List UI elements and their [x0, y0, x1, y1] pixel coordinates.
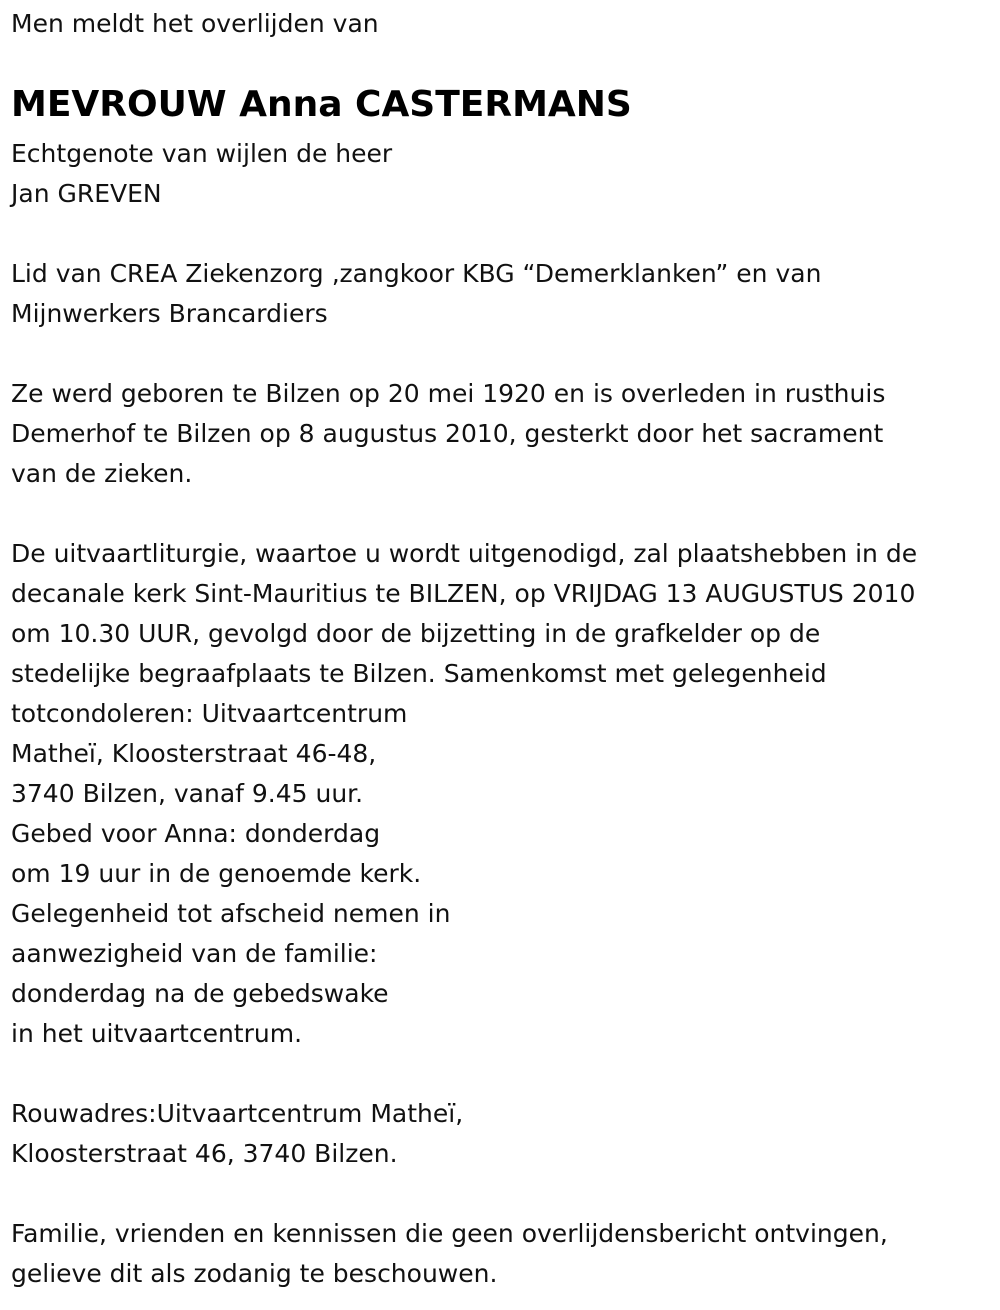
funeral-line-7: 3740 Bilzen, vanaf 9.45 uur.: [11, 779, 364, 808]
membership-line-2: Mijnwerkers Brancardiers: [11, 299, 328, 328]
birth-death-line-1: Ze werd geboren te Bilzen op 20 mei 1920 en is overleden in rusthuis: [11, 379, 886, 408]
funeral-line-12: donderdag na de gebedswake: [11, 979, 389, 1008]
spouse-line-1: Echtgenote van wijlen de heer: [11, 139, 393, 168]
intro-line: Men meldt het overlijden van: [11, 9, 379, 38]
birth-death-line-3: van de zieken.: [11, 459, 193, 488]
spouse-line-2: Jan GREVEN: [11, 179, 162, 208]
funeral-line-8: Gebed voor Anna: donderdag: [11, 819, 381, 848]
funeral-line-6: Matheï, Kloosterstraat 46-48,: [11, 739, 377, 768]
funeral-line-4: stedelijke begraafplaats te Bilzen. Samenkomst met gelegenheid: [11, 659, 827, 688]
funeral-line-3: om 10.30 UUR, gevolgd door de bijzetting in de grafkelder op de: [11, 619, 821, 648]
funeral-line-10: Gelegenheid tot afscheid nemen in: [11, 899, 451, 928]
deceased-name: MEVROUW Anna CASTERMANS: [11, 84, 632, 125]
closing-line-2: gelieve dit als zodanig te beschouwen.: [11, 1259, 498, 1288]
closing-line-1: Familie, vrienden en kennissen die geen overlijdensbericht ontvingen,: [11, 1219, 888, 1248]
membership-line-1: Lid van CREA Ziekenzorg ‚zangkoor KBG “Demerklanken” en van: [11, 259, 822, 288]
address-line-2: Kloosterstraat 46, 3740 Bilzen.: [11, 1139, 398, 1168]
funeral-line-5: totcondoleren: Uitvaartcentrum: [11, 699, 408, 728]
address-line-1: Rouwadres:Uitvaartcentrum Matheï,: [11, 1099, 464, 1128]
funeral-line-2: decanale kerk Sint-Mauritius te BILZEN, op VRIJDAG 13 AUGUSTUS 2010: [11, 579, 916, 608]
funeral-line-1: De uitvaartliturgie, waartoe u wordt uitgenodigd, zal plaatshebben in de: [11, 539, 918, 568]
birth-death-line-2: Demerhof te Bilzen op 8 augustus 2010, gesterkt door het sacrament: [11, 419, 884, 448]
funeral-line-9: om 19 uur in de genoemde kerk.: [11, 859, 422, 888]
funeral-line-11: aanwezigheid van de familie:: [11, 939, 378, 968]
funeral-line-13: in het uitvaartcentrum.: [11, 1019, 303, 1048]
